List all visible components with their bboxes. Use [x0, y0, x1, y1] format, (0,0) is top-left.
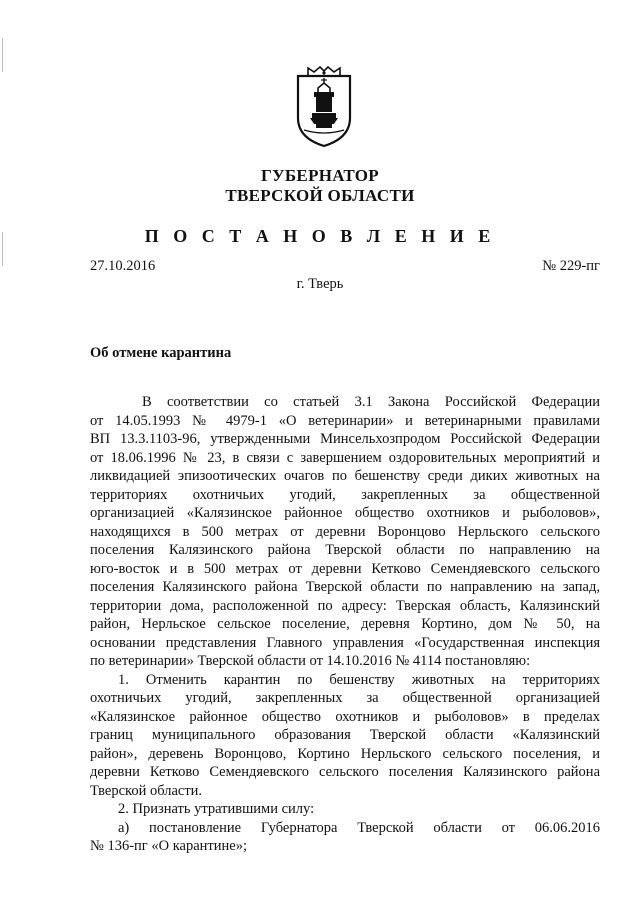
body-line: находящихся в 500 метрах от деревни Воронцово Нерльского сельского: [90, 523, 600, 540]
document-type: П О С Т А Н О В Л Е Н И Е: [144, 226, 496, 246]
body-line: деревни Кетково Семендяевского сельского поселения Калязинского района: [90, 764, 600, 780]
body-line: границ муниципального образования Тверской области «Калязинский: [90, 727, 600, 743]
body-line: 1. Отменить карантин по бешенству животных на территориях: [118, 671, 600, 688]
body-line: основании представления Главного управления «Государственная инспекция: [90, 634, 600, 651]
body-paragraph-item-2: 2. Признать утратившими силу:: [118, 801, 315, 817]
body-line: от 18.06.1996 № 23, в связи с завершением оздоровительных мероприятий и: [90, 449, 600, 466]
scan-edge-mark: [2, 38, 3, 72]
body-line: район», деревень Воронцово, Кортино Нерльского сельского поселения, и: [90, 745, 600, 762]
body-line: территории дома, расположенной по адресу: Тверская область, Калязинский: [90, 597, 600, 614]
document-number: № 229-пг: [542, 258, 600, 274]
body-line: поселения Калязинского района Тверской области по направлению на: [90, 542, 600, 558]
document-subject: Об отмене карантина: [90, 345, 232, 361]
body-line: № 136-пг «О карантине»;: [90, 838, 247, 854]
body-line: охотничьих угодий, закрепленных за общественной организацией: [90, 690, 600, 706]
document-date: 27.10.2016: [90, 258, 156, 274]
body-line: от 14.05.1993 № 4979-1 «О ветеринарии» и ветеринарными правилами: [90, 412, 600, 429]
org-name-line1: ГУБЕРНАТОР: [261, 166, 379, 185]
body-line: организацией «Калязинское районное общество охотников и рыболовов»,: [90, 505, 600, 521]
city-name: г. Тверь: [296, 276, 344, 292]
body-line: поселения Калязинского района Тверской области по направлению на запад,: [90, 579, 600, 595]
body-line: а) постановление Губернатора Тверской области от 06.06.2016: [118, 819, 600, 836]
body-paragraph-preamble: [90, 393, 600, 671]
body-line: Тверской области.: [90, 782, 203, 799]
body-paragraph-item-2a: [90, 819, 600, 856]
body-line: район, Нерльское сельское поселение, деревня Кортино, дом № 50, на: [90, 616, 600, 632]
org-name-line2: ТВЕРСКОЙ ОБЛАСТИ: [225, 186, 415, 205]
coat-of-arms-emblem: [294, 66, 354, 148]
body-line: юго-восток и в 500 метрах от деревни Кетково Семендяевского сельского: [90, 560, 600, 577]
document-body: [90, 393, 600, 856]
body-paragraph-item-1: [90, 671, 600, 801]
body-line: «Калязинское районное общество охотников и рыболовов» в пределах: [90, 708, 600, 725]
body-line: В соответствии со статьей 3.1 Закона Российской Федерации: [142, 394, 600, 410]
body-line: ликвидацией эпизоотических очагов по бешенству среди диких животных на: [90, 468, 600, 484]
body-line: территориях охотничьих угодий, закрепленных за общественной: [90, 486, 600, 503]
body-line: ВП 13.3.1103-96, утвержденными Минсельхозпродом Российской Федерации: [90, 431, 600, 447]
body-line: по ветеринарии» Тверской области от 14.10.2016 № 4114 постановляю:: [90, 653, 531, 669]
